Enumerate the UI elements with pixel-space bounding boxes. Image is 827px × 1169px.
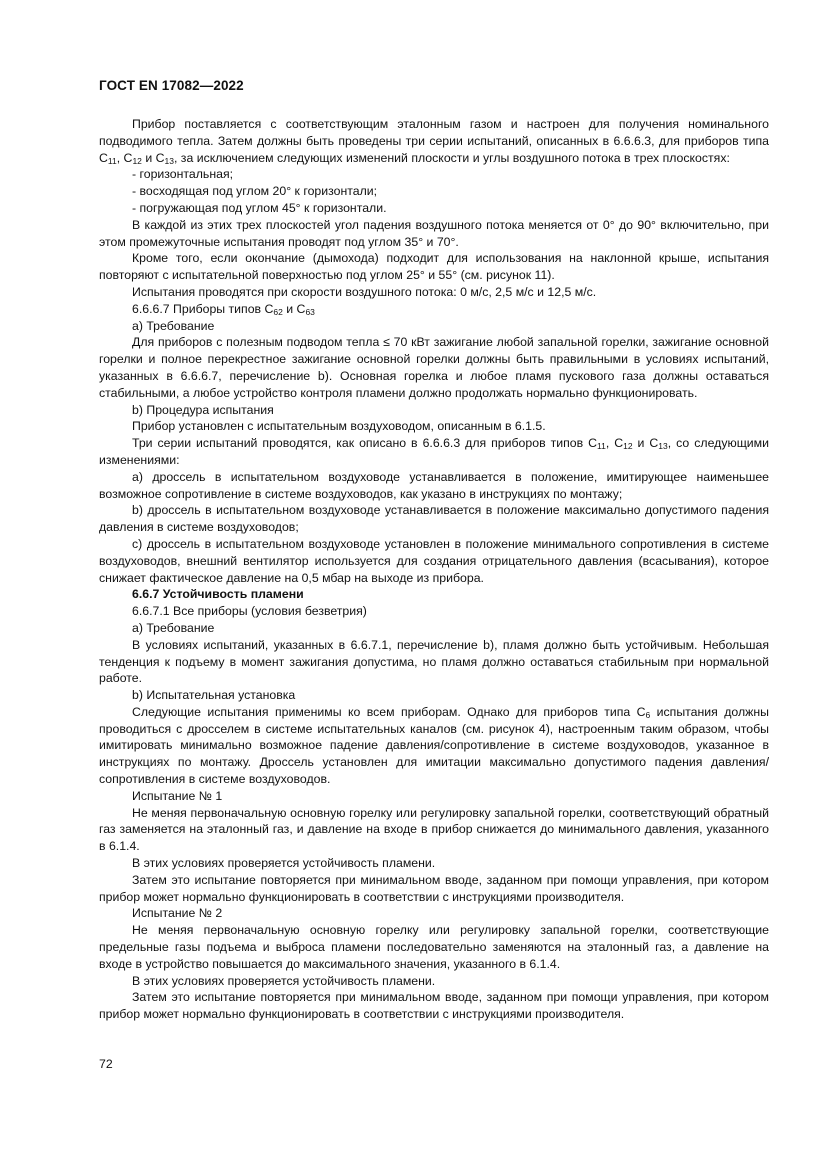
section-6-6-6-7-heading: 6.6.6.7 Приборы типов $C_{62}$ и $C_{63}$	[132, 301, 315, 317]
paragraph-three-series: Три серии испытаний проводятся, как описано в 6.6.6.3 для приборов типов $C_{11}$, $C_{12}$ и $C_{13}$, со следующими изменениями:	[99, 436, 769, 467]
list-item-damper-b: b) дроссель в испытательном воздуховоде устанавливается в положение максимально допустимого падения давления в системе воздуховодов;	[99, 503, 769, 535]
paragraph-airflow-speed: Испытания проводятся при скорости воздушного потока: 0 м/с, 2,5 м/с и 12,5 м/с.	[132, 284, 597, 299]
list-item-damper-a: a) дроссель в испытательном воздуховоде устанавливается в положение, имитирующее наименьшее возможное сопротивление в системе воздуховодов, как указано в инструкциях по монтажу;	[99, 469, 769, 501]
paragraph-angles: В каждой из этих трех плоскостей угол падения воздушного потока меняется от 0° до 90° включительно, при этом промежуточные испытания проводят под углом 35° и 70°.	[99, 217, 769, 249]
paragraph-test-2: Не меняя первоначальную основную горелку или регулировку запальной горелки, соответствующие предельные газы подъема и выброса пламени последовательно заменяются на эталонный газ, а давление на входе в устройство повышается до максимального значения, указанного в 6.1.4.	[99, 923, 769, 971]
paragraph-flame-stable: В условиях испытаний, указанных в 6.6.7.1, перечисление b), пламя должно быть устойчивым. Небольшая тенденция к подъему в момент зажигания допустима, но пламя должно оставаться стабильным при нормальной работе.	[99, 637, 769, 686]
requirement-label: a) Требование	[132, 318, 215, 333]
paragraph-test-1-repeat: Затем это испытание повторяется при минимальном вводе, заданном при помощи управления, при котором прибор может нормально функционировать в соответствии с инструкциями производителя.	[99, 872, 769, 904]
paragraph-test-2-repeat: Затем это испытание повторяется при минимальном вводе, заданном при помощи управления, при котором прибор может нормально функционировать в соответствии с инструкциями производителя.	[99, 990, 769, 1022]
list-item-descending: - погружающая под углом 45° к горизонтали.	[132, 200, 387, 215]
paragraph-test-2-check: В этих условиях проверяется устойчивость пламени.	[132, 973, 436, 988]
list-item-ascending: - восходящая под углом 20° к горизонтали;	[132, 184, 378, 199]
test-2-label: Испытание № 2	[132, 906, 223, 921]
list-item-horizontal: - горизонтальная;	[132, 167, 234, 182]
paragraph-test-duct: Прибор установлен с испытательным воздуховодом, описанным в 6.1.5.	[132, 419, 546, 434]
test-1-label: Испытание № 1	[132, 788, 223, 803]
test-setup-label: b) Испытательная установка	[132, 688, 296, 703]
page-body	[99, 116, 769, 1023]
requirement-label: a) Требование	[132, 620, 215, 635]
paragraph-test-1: Не меняя первоначальную основную горелку или регулировку запальной горелки, соответствующий обратный газ заменяется на эталонный газ, и давление на входе в прибор снижается до минимального давления, указанного в 6.1.4.	[99, 805, 769, 854]
page-number: 72	[99, 1057, 113, 1071]
paragraph-intro: Прибор поставляется с соответствующим эталонным газом и настроен для получения номинального подводимого тепла. Затем должны быть проведены три серии испытаний, описанных в 6.6.6.3, для приборов типа $C_{11}$, $C_{12}$ и $C_{13}$, за исключением следующих изменений плоскости и углы воздушного потока в трех плоскостях:	[99, 117, 769, 166]
paragraph-test-1-check: В этих условиях проверяется устойчивость пламени.	[132, 856, 436, 871]
list-item-damper-c: c) дроссель в испытательном воздуховоде установлен в положение минимального сопротивления в системе воздуховодов, внешний вентилятор используется для создания отрицательного давления (всасывания), которое снижает фактическое давление на 0,5 мбар на выходе из прибора.	[99, 536, 769, 585]
section-6-6-7-heading: 6.6.7 Устойчивость пламени	[132, 587, 304, 602]
paragraph-ignition-requirement: Для приборов с полезным подводом тепла ≤ 70 кВт зажигание любой запальной горелки, зажигание основной горелки и полное перекрестное зажигание основной горелки должны быть правильными в условиях испытаний, указанных в 6.6.6.7, перечисление b). Основная горелка и любое пламя пускового газа должны оставаться стабильными, а любое устройство контроля пламени должно продолжать нормально функционировать.	[99, 335, 769, 400]
procedure-label: b) Процедура испытания	[132, 402, 274, 417]
page-header: ГОСТ EN 17082—2022	[99, 78, 244, 93]
section-6-6-7-1-heading: 6.6.7.1 Все приборы (условия безветрия)	[132, 604, 367, 619]
paragraph-test-setup: Следующие испытания применимы ко всем приборам. Однако для приборов типа $C_6$ испытания должны проводиться с дросселем в системе испытательных каналов (см. рисунок 4), настроенным таким образом, чтобы имитировать минимально возможное падение давления/сопротивление в системе воздуховодов, указанное в инструкциях по монтажу. Дроссель установлен для имитации максимально допустимого падения давления/сопротивления в системе воздуховодов.	[99, 704, 769, 787]
paragraph-inclined-roof: Кроме того, если окончание (дымохода) подходит для использования на наклонной крыше, испытания повторяют с испытательной поверхностью под углом 25° и 55° (см. рисунок 11).	[99, 251, 769, 283]
